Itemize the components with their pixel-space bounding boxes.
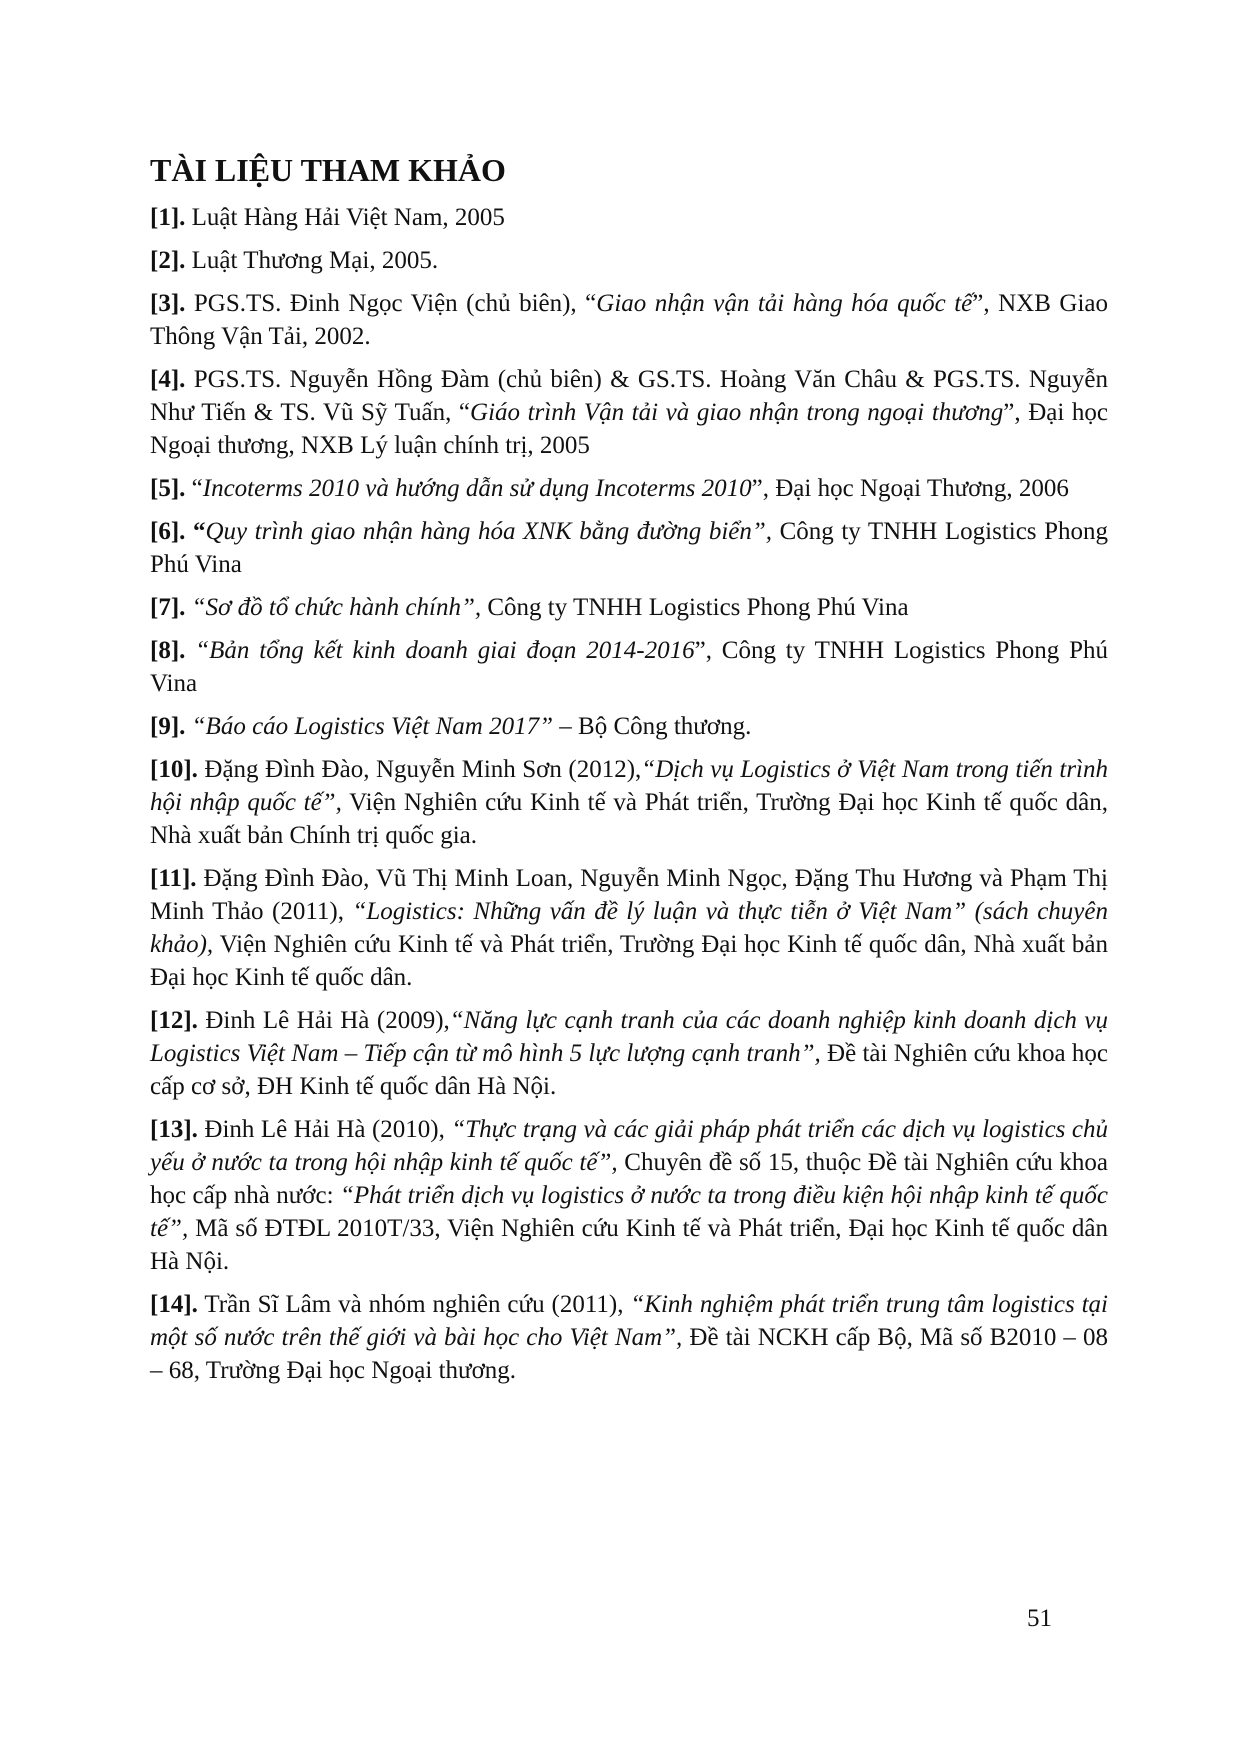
reference-title-text: “Thực trạng và các giải pháp phát triển các dịch vụ logistics chủ yếu ở nước ta trong hội nhập kinh tế quốc tế”, (150, 1116, 1108, 1176)
reference-number: [1]. (150, 204, 186, 231)
reference-number: [14]. (150, 1291, 198, 1318)
reference-item (150, 634, 1108, 700)
reference-text: Đặng Đình Đào, Nguyễn Minh Sơn (2012), (197, 756, 642, 783)
reference-item (150, 201, 1108, 234)
reference-text: PGS.TS. Đinh Ngọc Viện (chủ biên), “ (185, 290, 597, 317)
reference-title-text: “Sơ đồ tổ chức hành chính”, (191, 594, 482, 621)
reference-title-text: Incoterms 2010 và hướng dẫn sử dụng Incoterms 2010 (202, 475, 752, 502)
reference-number: [13]. (150, 1116, 198, 1143)
reference-text: ”, Đại học Ngoại thương, NXB Lý luận chính trị, 2005 (150, 399, 1108, 459)
reference-text: Đặng Đình Đào, Vũ Thị Minh Loan, Nguyễn Minh Ngọc, Đặng Thu Hương và Phạm Thị Minh Thảo (2011), (150, 865, 1108, 925)
reference-item (150, 363, 1108, 462)
reference-number: [2]. (150, 247, 186, 274)
reference-text: PGS.TS. Nguyễn Hồng Đàm (chủ biên) & GS.TS. Hoàng Văn Châu & PGS.TS. Nguyễn Như Tiến & TS. Vũ Sỹ Tuấn, “ (150, 366, 1108, 426)
reference-text: Trần Sĩ Lâm và nhóm nghiên cứu (2011), (197, 1291, 631, 1318)
reference-text (185, 637, 195, 664)
reference-item (150, 862, 1108, 994)
reference-item (150, 287, 1108, 353)
reference-text: Công ty TNHH Logistics Phong Phú Vina (150, 518, 1109, 578)
reference-text: Luật Thương Mại, 2005. (185, 247, 439, 274)
reference-item (150, 591, 1108, 624)
reference-item (150, 472, 1108, 505)
reference-title-text: “Logistics: Những vấn đề lý luận và thực tiễn ở Việt Nam” (sách chuyên khảo), (150, 898, 1108, 958)
reference-text: “ (185, 475, 203, 502)
reference-title-text: “Phát triển dịch vụ logistics ở nước ta trong điều kiện hội nhập kinh tế quốc tế”, (150, 1182, 1108, 1242)
reference-text: ”, NXB Giao Thông Vận Tải, 2002. (150, 290, 1108, 350)
reference-title-text: “Năng lực cạnh tranh của các doanh nghiệp kinh doanh dịch vụ Logistics Việt Nam – Tiếp cận từ mô hình 5 lực lượng cạnh tranh”, (150, 1007, 1108, 1067)
reference-text: Luật Hàng Hải Việt Nam, 2005 (185, 204, 505, 231)
reference-title-text: “Kinh nghiệm phát triển trung tâm logistics tại một số nước trên thế giới và bài học cho Việt Nam”, (150, 1291, 1108, 1351)
reference-item (150, 710, 1108, 743)
reference-item (150, 1004, 1108, 1103)
reference-number: [7]. (150, 594, 186, 621)
reference-item (150, 1288, 1108, 1387)
reference-text: Đinh Lê Hải Hà (2010), (197, 1116, 452, 1143)
reference-number: [8]. (150, 637, 186, 664)
reference-text: Chuyên đề số 15, thuộc Đề tài Nghiên cứu khoa học cấp nhà nước: (150, 1149, 1108, 1209)
reference-text: Mã số ĐTĐL 2010T/33, Viện Nghiên cứu Kinh tế và Phát triển, Đại học Kinh tế quốc dân Hà Nội. (150, 1215, 1108, 1275)
reference-number: [10]. (150, 756, 198, 783)
reference-text: ”, Đại học Ngoại Thương, 2006 (751, 475, 1069, 502)
reference-text: Công ty TNHH Logistics Phong Phú Vina (481, 594, 909, 621)
reference-title-text: “Dịch vụ Logistics ở Việt Nam trong tiến trình hội nhập quốc tế”, (150, 756, 1108, 816)
reference-text: Đề tài Nghiên cứu khoa học cấp cơ sở, ĐH Kinh tế quốc dân Hà Nội. (150, 1040, 1109, 1100)
reference-title-text: “Bản tổng kết kinh doanh giai đoạn 2014-2016 (195, 637, 695, 664)
reference-item (150, 515, 1108, 581)
reference-number: [3]. (150, 290, 186, 317)
reference-item (150, 753, 1108, 852)
reference-item (150, 244, 1108, 277)
reference-title-text: Giáo trình Vận tải và giao nhận trong ngoại thương (470, 399, 1004, 426)
reference-number: [4]. (150, 366, 186, 393)
reference-number: [11]. (150, 865, 197, 892)
reference-number: [5]. (150, 475, 186, 502)
reference-title-text: Giao nhận vận tải hàng hóa quốc tế (596, 290, 973, 317)
reference-text: “ (185, 518, 206, 545)
page-title: TÀI LIỆU THAM KHẢO (150, 152, 506, 188)
reference-list (150, 201, 1108, 1397)
reference-text: Đinh Lê Hải Hà (2009), (197, 1007, 450, 1034)
reference-number: [6]. (150, 518, 186, 545)
page-number: 51 (1027, 1605, 1052, 1632)
reference-number: [12]. (150, 1007, 198, 1034)
reference-text: Đề tài NCKH cấp Bộ, Mã số B2010 – 08 – 68, Trường Đại học Ngoại thương. (150, 1324, 1108, 1384)
reference-text: Viện Nghiên cứu Kinh tế và Phát triển, Trường Đại học Kinh tế quốc dân, Nhà xuất bản Chính trị quốc gia. (150, 789, 1108, 849)
reference-number: [9]. (150, 713, 186, 740)
document-page (150, 0, 1108, 1754)
reference-title-text: “Báo cáo Logistics Việt Nam 2017” (191, 713, 554, 740)
reference-text: – Bộ Công thương. (553, 713, 752, 740)
reference-text: ”, Công ty TNHH Logistics Phong Phú Vina (150, 637, 1109, 697)
reference-item (150, 1113, 1108, 1278)
reference-text: Viện Nghiên cứu Kinh tế và Phát triển, Trường Đại học Kinh tế quốc dân, Nhà xuất bản Đại học Kinh tế quốc dân. (150, 931, 1108, 991)
reference-title-text: Quy trình giao nhận hàng hóa XNK bằng đường biển”, (205, 518, 773, 545)
